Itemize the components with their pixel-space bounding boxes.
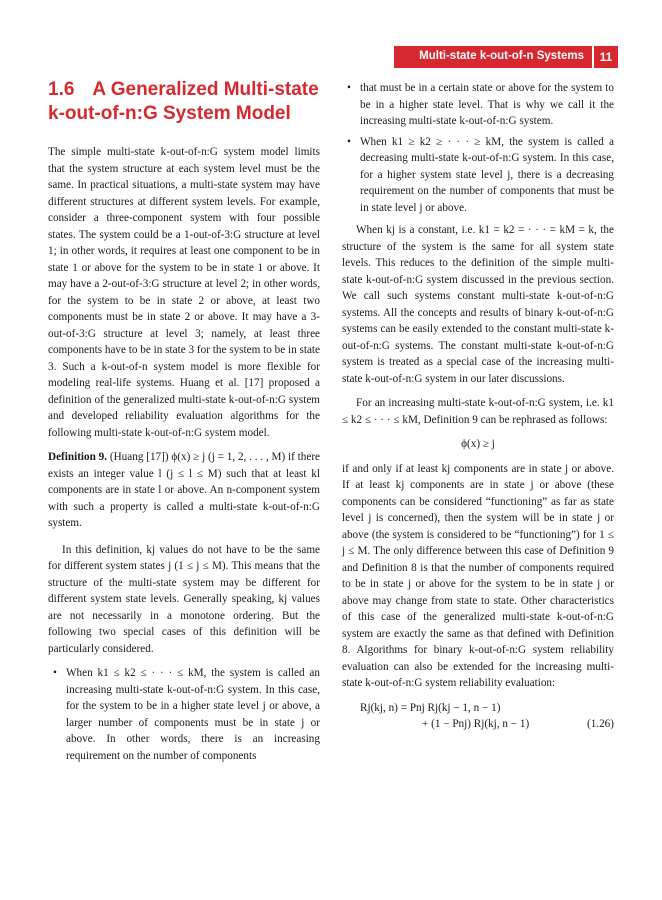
left-column xyxy=(48,78,320,770)
page-number: 11 xyxy=(594,46,618,68)
bullet-increasing: • When k1 ≤ k2 ≤ · · · ≤ kM, the system is called an increasing multi-state k-out-of-n:G system. In this case, for the system to be in a higher state level j or above, a larger number of components must be in state j or above. In other words, there is an increasing requirement on the number of components xyxy=(48,665,320,764)
bullet-increasing-continued xyxy=(342,80,614,130)
paragraph-kj-values: In this definition, kj values do not have to be the same for different system states j (1 ≤ j ≤ M). This means that the structure of the multi-state system may be different for different system state levels. Generally speaking, kj values are not necessarily in a monotone ordering. But the following two special cases of this definition will be particularly considered. xyxy=(48,543,320,655)
equation-line-2: + (1 − Pnj) Rj(kj, n − 1) xyxy=(422,718,530,730)
equation-number: (1.26) xyxy=(586,718,614,730)
section-title-line1: A Generalized Multi-state xyxy=(92,79,319,100)
equation-line-1: Rj(kj, n) = Pnj Rj(kj − 1, n − 1) xyxy=(360,701,501,714)
definition-text: (Huang [17]) ϕ(x) ≥ j (j = 1, 2, . . . , M) if there exists an integer value l (j ≤ l ≤ M) such that at least kl components are in state l or above. An n-component system with such a property is called a multi-state k-out-of-n:G system. xyxy=(48,451,321,529)
paragraph-intro: The simple multi-state k-out-of-n:G system model limits that the system structure at each system level must be the same. In practical situations, a multi-state system may have different structures at different system levels. For example, consider a three-component system with four possible states. The system could be a 1-out-of-3:G structure at level 1; in other words, it requires at least one component to be in state 1 or above for the system to be in state 1 or above. It may have a 2-out-of-3:G structure at level 2; in other words, for the system to be in state 2 or above, at least two components must be in state 2 or above. It may have a 3-out-of-3:G structure at level 3; namely, at least three components have to be in state 3 for the system to be in state 3. Such a k-out-of-n system model is more flexible for modeling real-life systems. Huang et al. [17] proposed a definition of the generalized multi-state k-out-of-n:G system and developed reliability evaluation algorithms for the following multi-state k-out-of-n:G system model. xyxy=(48,146,320,439)
section-title-line2: k-out-of-n:G System Model xyxy=(48,103,291,124)
special-cases-list-continued xyxy=(342,80,614,216)
equation-1-26 xyxy=(342,700,614,733)
special-cases-list xyxy=(48,665,320,764)
running-header xyxy=(394,46,618,68)
bullet-continuation-text: that must be in a certain state or above for the system to be in a higher state level. That is why we call it the increasing multi-state k-out-of-n:G system. xyxy=(360,82,614,127)
section-heading xyxy=(48,78,320,126)
right-column xyxy=(342,78,614,733)
paragraph-if-and-only-if: if and only if at least kj components are in state j or above. If at least kj components are in state j or above (these components can be considered “functioning” as far as state level j is concerned), then the system will be in state j or above (the system is considered to be “functioning”) for 1 ≤ j ≤ M. The only difference between this case of Definition 9 and Definition 8 is that the number of components required to be in state j or above for the system to be in state j or above may change from state to state. Other characteristics of this case of the generalized multi-state k-out-of-n:G system are exactly the same as that defined with Definition 8. Algorithms for binary k-out-of-n:G system reliability evaluation can also be extended for the increasing multi-state k-out-of-n:G system reliability evaluation: xyxy=(342,462,614,689)
equation-phi: ϕ(x) ≥ j xyxy=(461,438,495,450)
running-title: Multi-state k-out-of-n Systems xyxy=(394,46,592,68)
definition-label: Definition 9. xyxy=(48,451,108,463)
paragraph-constant: When kj is a constant, i.e. k1 = k2 = · · · = kM = k, the structure of the system is the same for all system state levels. This reduces to the definition of the simple multi-state k-out-of-n:G system discussed in the previous section. We call such systems constant multi-state k-out-of-n:G systems. All the concepts and results of binary k-out-of-n:G systems can be easily extended to the constant multi-state k-out-of-n:G systems. The constant multi-state k-out-of-n:G system is treated as a special case of the increasing multi-state k-out-of-n:G system in our later discussions. xyxy=(342,224,614,385)
paragraph-rephrase: For an increasing multi-state k-out-of-n:G system, i.e. k1 ≤ k2 ≤ · · · ≤ kM, Definition 9 can be rephrased as follows: xyxy=(342,397,614,426)
definition-9 xyxy=(48,449,320,532)
section-number: 1.6 xyxy=(48,79,75,100)
bullet-decreasing: • When k1 ≥ k2 ≥ · · · ≥ kM, the system is called a decreasing multi-state k-out-of-n:G system. In this case, for a higher system state level j, there is a decreasing requirement on the number of components that must be in state level j or above. xyxy=(342,134,614,217)
